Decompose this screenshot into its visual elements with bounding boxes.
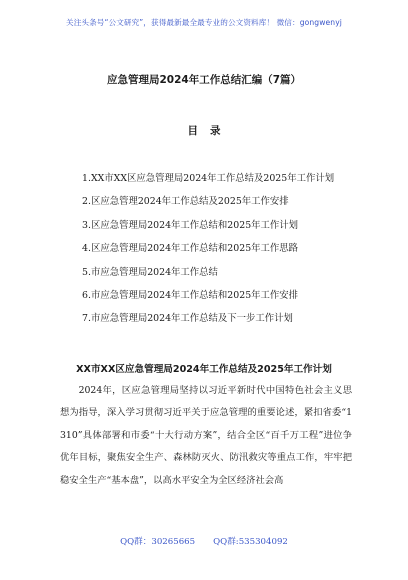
toc-item[interactable]: 3.区应急管理局2024年工作总结和2025年工作计划 (82, 219, 299, 231)
document-title: 应急管理局2024年工作总结汇编（7篇） (106, 74, 302, 86)
toc-heading: 目录 (187, 125, 233, 137)
toc-item[interactable]: 4.区应急管理局2024年工作总结和2025年工作思路 (82, 243, 299, 255)
body-paragraph: 2024年，区应急管理局坚持以习近平新时代中国特色社会主义思想为指导，深入学习贯彻习近平关于应急管理的重要论述，紧扣省委“1310”具体部署和市委“十大行动方案”，结合全区“百千万工程”进位争优年目标，聚焦安全生产、森林防灭火、防汛救灾等重点工作，牢牢把稳安全生产“基本盘”，以高水平安全为全区经济社会高 (60, 385, 352, 486)
toc-item[interactable]: 2.区应急管理2024年工作总结及2025年工作安排 (82, 196, 289, 208)
toc-item[interactable]: 7.市应急管理局2024年工作总结及下一步工作计划 (82, 313, 293, 325)
section-title: XX市XX区应急管理局2024年工作总结及2025年工作计划 (76, 364, 332, 375)
table-of-contents (82, 167, 364, 331)
toc-item[interactable]: 5.市应急管理局2024年工作总结 (82, 266, 218, 278)
toc-item[interactable]: 6.市应急管理局2024年工作总结和2025年工作安排 (82, 290, 299, 302)
footer-qq-group-2: QQ群:535304092 (213, 537, 288, 547)
footer-contact (0, 535, 408, 547)
toc-item[interactable]: 1.XX市XX区应急管理局2024年工作总结及2025年工作计划 (82, 173, 335, 184)
header-note: 关注头条号“公文研究”，获得最新最全最专业的公文资料库！ 微信：gongwenyj (66, 18, 342, 27)
footer-qq-group-1: QQ群：30265665 (120, 537, 196, 547)
